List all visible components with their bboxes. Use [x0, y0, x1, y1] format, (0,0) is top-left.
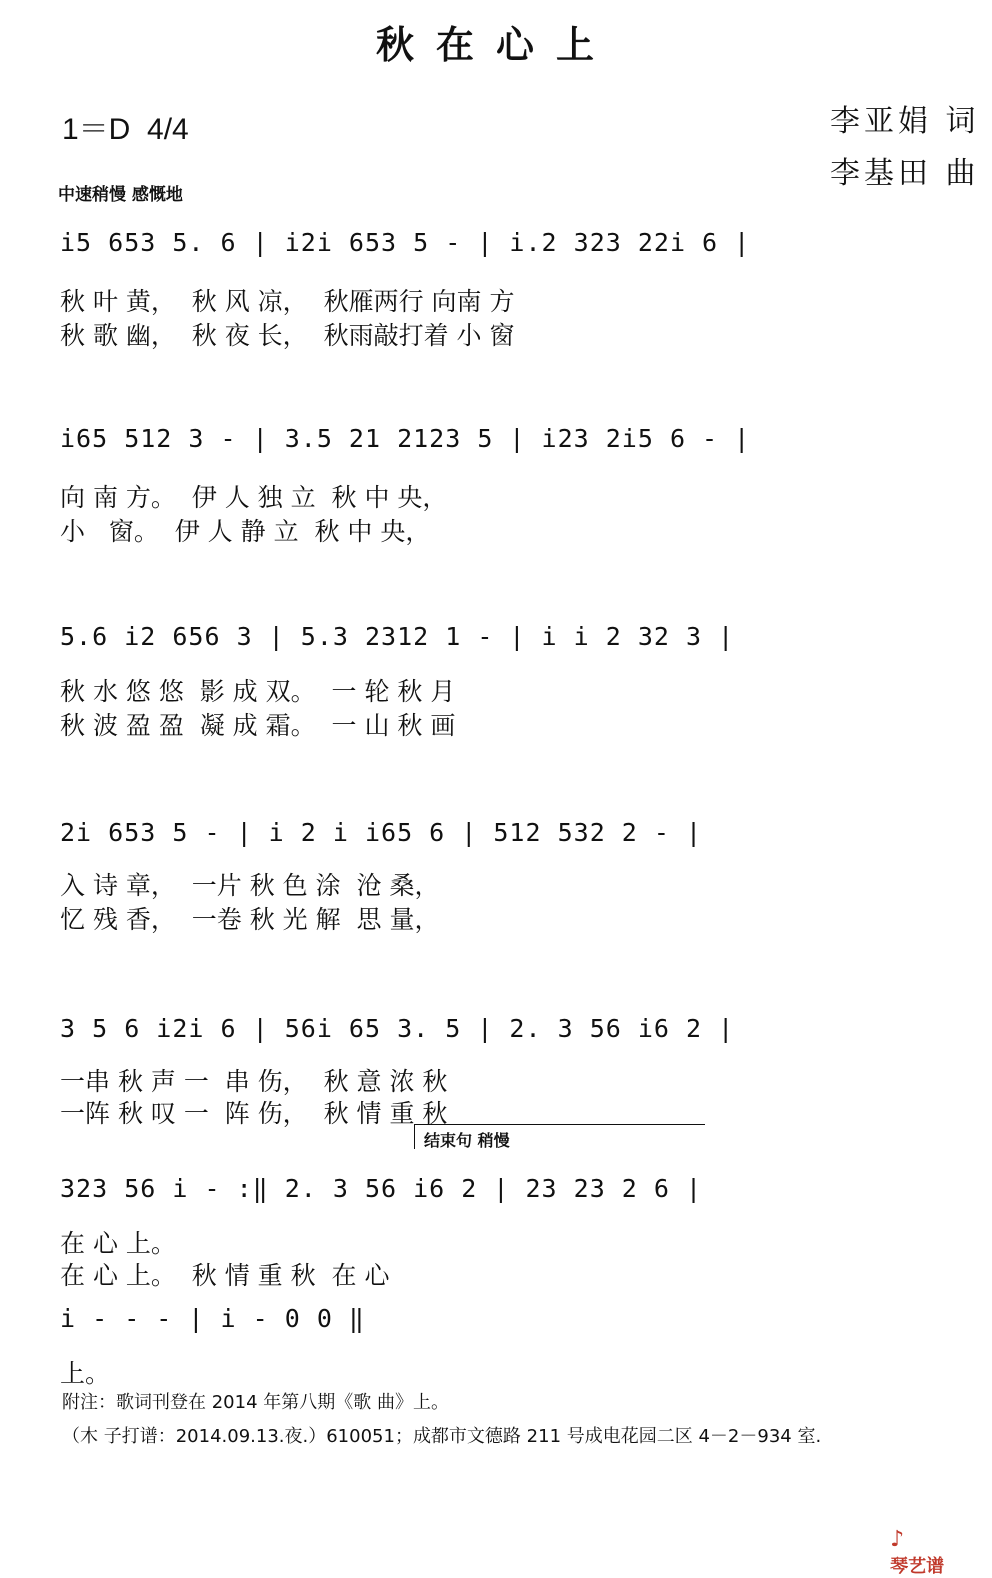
score-system-4-lyrics-verse1: 入 诗 章， 一片 秋 色 涂 沧 桑， [60, 871, 440, 900]
watermark-text: 琴艺谱 [890, 1556, 945, 1577]
score-system-2-notes: i65 512 3 - | 3.5 21 2123 5 | i23 2i5 6 - | [60, 424, 751, 453]
score-system-4-notes: 2i 653 5 - | i 2 i i65 6 | 512 532 2 - | [60, 818, 703, 847]
score-system-5-notes: 3 5 6 i2i 6 | 56i 65 3. 5 | 2. 3 56 i6 2 | [60, 1014, 735, 1043]
score-system-7-notes: i - - - | i - 0 0 ‖ [60, 1304, 365, 1333]
score-system-5-lyrics-verse1: 一串 秋 声 一 串 伤， 秋 意 浓 秋 [60, 1067, 448, 1096]
score-system-1-notes: i5 653 5. 6 | i2i 653 5 - | i.2 323 22i 6 | [60, 228, 751, 257]
score-system-2-lyrics-verse1: 向 南 方。 伊 人 独 立 秋 中 央， [60, 483, 448, 512]
appendix-note: 附注：歌词刊登在 2014 年第八期《歌 曲》上。 [62, 1392, 449, 1413]
score-system-4-lyrics-verse2: 忆 残 香， 一卷 秋 光 解 思 量， [60, 905, 440, 934]
transcriber-info: （木 子打谱：2014.09.13.夜.）610051；成都市文德路 211 号成电花园二区 4－2－934 室. [62, 1426, 822, 1447]
coda-annotation: 结束句 稍慢 [424, 1131, 510, 1150]
lyricist-credit: 李亚娟 词 [830, 104, 980, 139]
score-system-2-lyrics-verse2: 小 窗。 伊 人 静 立 秋 中 央， [60, 517, 431, 546]
score-system-7-lyrics: 上。 [60, 1359, 111, 1388]
score-system-3-lyrics-verse2: 秋 波 盈 盈 凝 成 霜。 一 山 秋 画 [60, 711, 456, 740]
page-title: 秋在心上 [375, 22, 616, 67]
composer-credit: 李基田 曲 [830, 156, 980, 191]
score-system-5-lyrics-verse2: 一阵 秋 叹 一 阵 伤， 秋 情 重 秋 [60, 1099, 448, 1128]
score-system-6-lyrics-verse2: 在 心 上。 秋 情 重 秋 在 心 [60, 1261, 390, 1290]
logo-icon: ♪ [890, 1527, 905, 1552]
score-system-1-lyrics-verse2: 秋 歌 幽， 秋 夜 长， 秋雨敲打着 小 窗 [60, 321, 515, 350]
site-watermark [880, 1508, 944, 1578]
score-system-6-notes: 323 56 i - :‖ 2. 3 56 i6 2 | 23 23 2 6 | [60, 1174, 703, 1203]
score-system-6-lyrics-verse1: 在 心 上。 [60, 1229, 176, 1258]
score-system-3-notes: 5.6 i2 656 3 | 5.3 2312 1 - | i i 2 32 3 | [60, 622, 735, 651]
score-system-1-lyrics-verse1: 秋 叶 黄， 秋 风 凉， 秋雁两行 向南 方 [60, 287, 515, 316]
key-signature: 1＝D 4/4 [62, 113, 189, 146]
score-system-3-lyrics-verse1: 秋 水 悠 悠 影 成 双。 一 轮 秋 月 [60, 677, 456, 706]
tempo-marking: 中速稍慢 感慨地 [58, 185, 183, 205]
